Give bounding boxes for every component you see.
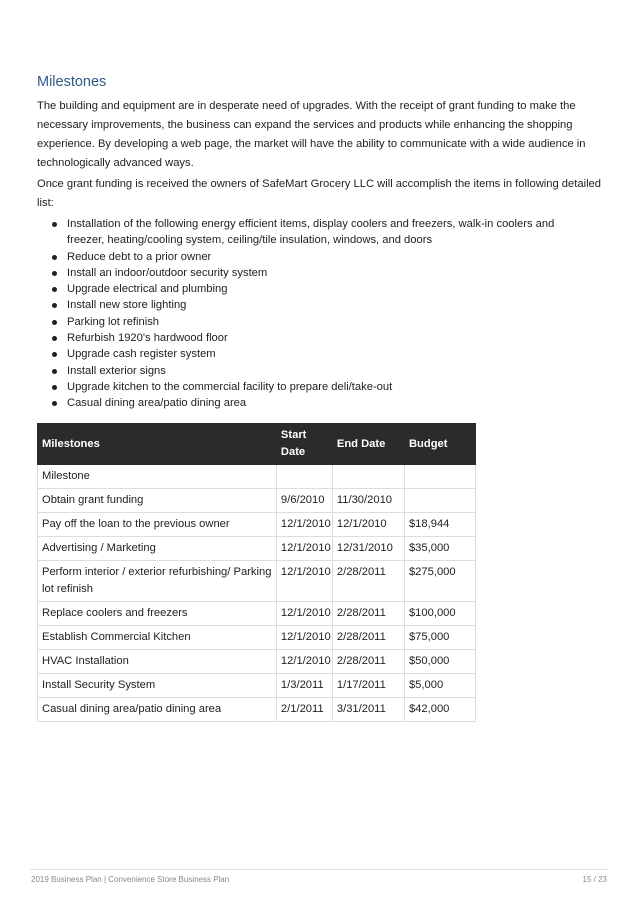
list-intro-paragraph: Once grant funding is received the owners of SafeMart Grocery LLC will accomplish the items in following detailed list: (37, 178, 601, 209)
cell-budget: $5,000 (404, 674, 475, 698)
table-row (38, 561, 476, 602)
table-row (38, 513, 476, 537)
cell-end-date: 2/28/2011 (332, 561, 404, 602)
cell-start-date: 1/3/2011 (276, 674, 332, 698)
cell-start-date: 12/1/2010 (276, 561, 332, 602)
cell-end-date (332, 465, 404, 489)
cell-milestone: Advertising / Marketing (38, 537, 277, 561)
cell-start-date: 12/1/2010 (276, 537, 332, 561)
milestones-table (37, 423, 476, 722)
list-item: Installation of the following energy efficient items, display coolers and freezers, walk-in coolers and freezer, heating/cooling system, ceiling/tile insulation, windows, and doors (52, 216, 592, 249)
footer-document-title: 2019 Business Plan | Convenience Store Business Plan (31, 875, 230, 884)
list-item: Parking lot refinish (52, 314, 592, 330)
cell-budget: $75,000 (404, 626, 475, 650)
table-header-row (38, 424, 476, 465)
list-item: Reduce debt to a prior owner (52, 249, 592, 265)
list-item: Install exterior signs (52, 363, 592, 379)
section-heading: Milestones (37, 74, 107, 90)
cell-start-date: 2/1/2011 (276, 698, 332, 722)
cell-end-date: 2/28/2011 (332, 650, 404, 674)
list-item: Install new store lighting (52, 297, 592, 313)
cell-milestone: Obtain grant funding (38, 489, 277, 513)
cell-budget: $42,000 (404, 698, 475, 722)
table-row (38, 602, 476, 626)
cell-end-date: 12/1/2010 (332, 513, 404, 537)
header-start-date: Start Date (276, 424, 332, 465)
improvement-list (52, 216, 592, 412)
cell-milestone: HVAC Installation (38, 650, 277, 674)
footer-divider (30, 869, 608, 870)
header-milestones: Milestones (38, 424, 277, 465)
table-row (38, 465, 476, 489)
cell-milestone: Milestone (38, 465, 277, 489)
cell-milestone: Install Security System (38, 674, 277, 698)
cell-end-date: 3/31/2011 (332, 698, 404, 722)
cell-budget: $35,000 (404, 537, 475, 561)
table-row (38, 537, 476, 561)
cell-end-date: 2/28/2011 (332, 626, 404, 650)
cell-start-date: 9/6/2010 (276, 489, 332, 513)
cell-milestone: Pay off the loan to the previous owner (38, 513, 277, 537)
cell-end-date: 2/28/2011 (332, 602, 404, 626)
table-row (38, 698, 476, 722)
header-budget: Budget (404, 424, 475, 465)
cell-end-date: 11/30/2010 (332, 489, 404, 513)
list-item: Upgrade cash register system (52, 346, 592, 362)
list-item: Refurbish 1920's hardwood floor (52, 330, 592, 346)
cell-end-date: 12/31/2010 (332, 537, 404, 561)
list-item: Install an indoor/outdoor security system (52, 265, 592, 281)
cell-budget: $275,000 (404, 561, 475, 602)
table-row (38, 626, 476, 650)
table-row (38, 650, 476, 674)
cell-budget (404, 489, 475, 513)
table-row (38, 489, 476, 513)
cell-start-date: 12/1/2010 (276, 650, 332, 674)
cell-budget: $100,000 (404, 602, 475, 626)
cell-milestone: Casual dining area/patio dining area (38, 698, 277, 722)
table-row (38, 674, 476, 698)
cell-milestone: Replace coolers and freezers (38, 602, 277, 626)
intro-paragraph: The building and equipment are in desperate need of upgrades. With the receipt of grant funding to make the necessary improvements, the business can expand the services and products while enhancing the shopping experience. By developing a web page, the market will have the ability to communicate with a wide audience in technologically advanced ways. (37, 100, 586, 169)
cell-budget: $18,944 (404, 513, 475, 537)
cell-end-date: 1/17/2011 (332, 674, 404, 698)
footer-page-number: 15 / 23 (582, 875, 607, 884)
cell-budget: $50,000 (404, 650, 475, 674)
list-item: Upgrade electrical and plumbing (52, 281, 592, 297)
cell-start-date: 12/1/2010 (276, 513, 332, 537)
cell-start-date: 12/1/2010 (276, 602, 332, 626)
cell-budget (404, 465, 475, 489)
cell-start-date: 12/1/2010 (276, 626, 332, 650)
header-end-date: End Date (332, 424, 404, 465)
cell-start-date (276, 465, 332, 489)
list-item: Casual dining area/patio dining area (52, 395, 592, 411)
list-item: Upgrade kitchen to the commercial facility to prepare deli/take-out (52, 379, 592, 395)
cell-milestone: Perform interior / exterior refurbishing/ Parking lot refinish (38, 561, 277, 602)
cell-milestone: Establish Commercial Kitchen (38, 626, 277, 650)
